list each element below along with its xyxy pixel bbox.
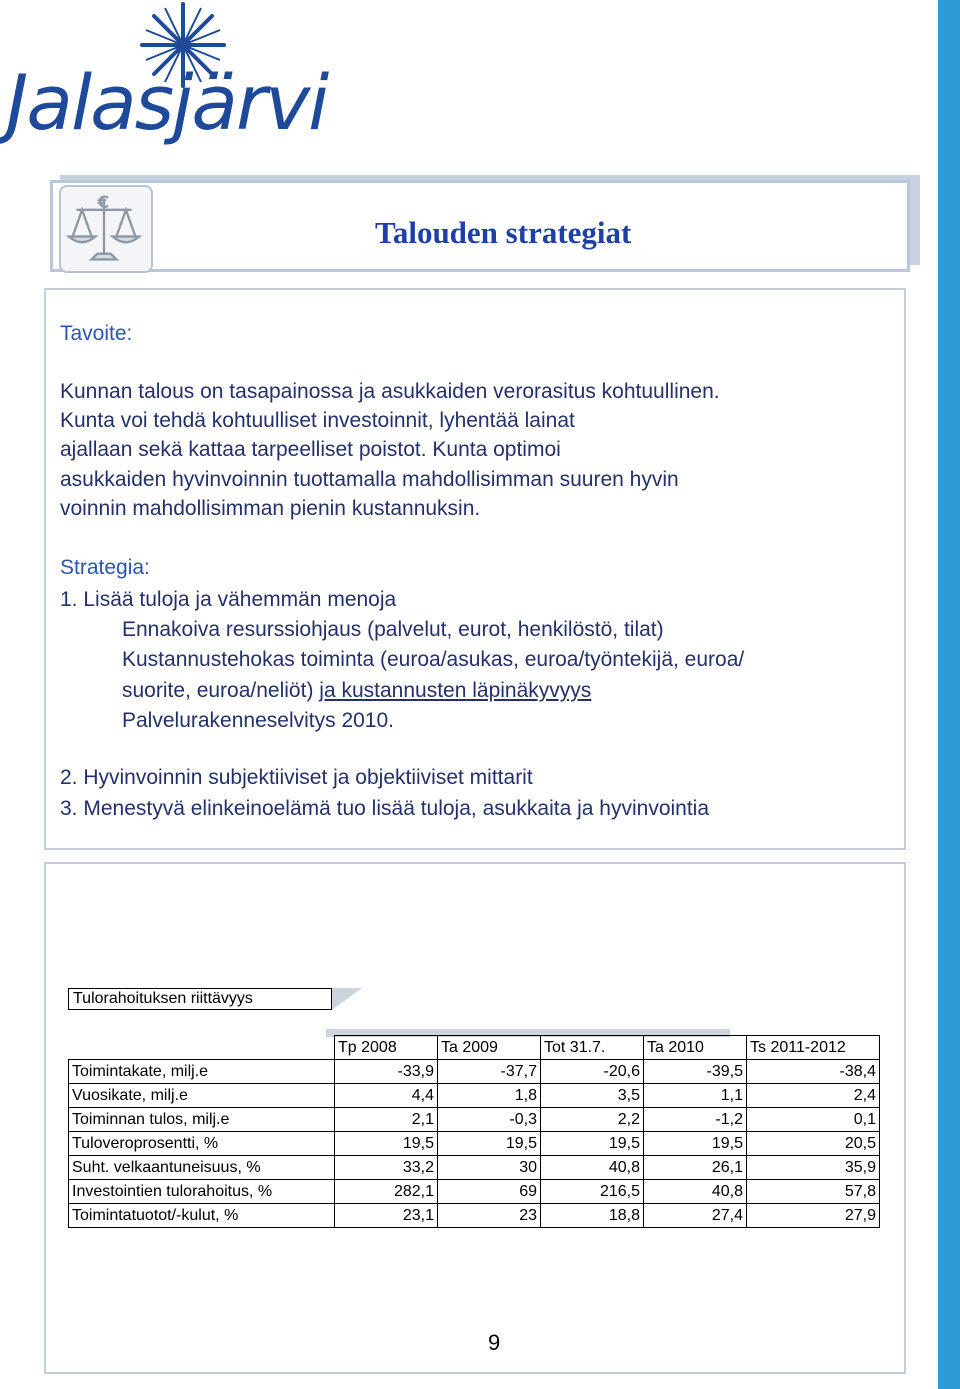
table-header-row [69,1036,880,1060]
value-cell: -0,3 [438,1108,541,1132]
table-row [69,1156,880,1180]
header-cell: Tp 2008 [335,1036,438,1060]
table-row [69,1180,880,1204]
value-cell: 23,1 [335,1204,438,1228]
value-cell: -37,7 [438,1060,541,1084]
value-cell: 33,2 [335,1156,438,1180]
value-cell: 19,5 [438,1132,541,1156]
table-row [69,1108,880,1132]
value-cell: 19,5 [644,1132,747,1156]
title-banner [50,180,910,272]
value-cell: -1,2 [644,1108,747,1132]
page-number: 9 [488,1330,501,1355]
row-label-cell: Suht. velkaantuneisuus, % [69,1156,335,1180]
header-cell [69,1036,335,1060]
strategy-item-1: 1. Lisää tuloja ja vähemmän menoja [60,588,397,611]
value-cell: 1,8 [438,1084,541,1108]
strategy-item-3: 3. Menestyvä elinkeinoelämä tuo lisää tuloja, asukkaita ja hyvinvointia [60,797,710,820]
right-accent-bar [938,0,960,1389]
table-title: Tulorahoituksen riittävyys [68,988,332,1010]
value-cell: -20,6 [541,1060,644,1084]
value-cell: 57,8 [747,1180,880,1204]
row-label-cell: Toimintakate, milj.e [69,1060,335,1084]
value-cell: 27,4 [644,1204,747,1228]
goal-line: asukkaiden hyvinvoinnin tuottamalla mahdollisimman suuren hyvin [60,468,679,491]
strategy-subitem-underlined: ja kustannusten läpinäkyvyys [319,679,592,702]
svg-text:€: € [97,192,110,213]
row-label-cell: Vuosikate, milj.e [69,1084,335,1108]
value-cell: 19,5 [541,1132,644,1156]
table-row [69,1132,880,1156]
value-cell: 19,5 [335,1132,438,1156]
header-cell: Tot 31.7. [541,1036,644,1060]
strategy-subitem [122,679,591,703]
value-cell: -38,4 [747,1060,880,1084]
value-cell: 30 [438,1156,541,1180]
strategy-heading: Strategia: [60,556,150,579]
scales-euro-icon [59,185,153,273]
jalasjarvi-logo [0,0,328,170]
value-cell: 23 [438,1204,541,1228]
row-label-cell: Toimintatuotot/-kulut, % [69,1204,335,1228]
header-cell: Ta 2009 [438,1036,541,1060]
goal-heading: Tavoite: [60,322,133,345]
goal-line: Kunnan talous on tasapainossa ja asukkaiden verorasitus kohtuullinen. [60,380,720,403]
value-cell: 18,8 [541,1204,644,1228]
value-cell: 40,8 [541,1156,644,1180]
value-cell: 282,1 [335,1180,438,1204]
value-cell: -33,9 [335,1060,438,1084]
value-cell: 20,5 [747,1132,880,1156]
strategy-subitem: Kustannustehokas toiminta (euroa/asukas, euroa/työntekijä, euroa/ [122,648,745,671]
goal-line: ajallaan sekä kattaa tarpeelliset poistot. Kunta optimoi [60,438,561,461]
value-cell: 1,1 [644,1084,747,1108]
strategy-item-2: 2. Hyvinvoinnin subjektiiviset ja objektiiviset mittarit [60,766,533,789]
value-cell: 3,5 [541,1084,644,1108]
value-cell: 35,9 [747,1156,880,1180]
row-label-cell: Toiminnan tulos, milj.e [69,1108,335,1132]
row-label-cell: Tuloveroprosentti, % [69,1132,335,1156]
value-cell: 216,5 [541,1180,644,1204]
value-cell: 40,8 [644,1180,747,1204]
goal-line: Kunta voi tehdä kohtuulliset investoinnit, lyhentää lainat [60,409,575,432]
table-row [69,1060,880,1084]
page-title: Talouden strategiat [375,215,632,250]
table-row [69,1204,880,1228]
goal-line: voinnin mahdollisimman pienin kustannuksin. [60,497,481,520]
value-cell: 0,1 [747,1108,880,1132]
value-cell: 69 [438,1180,541,1204]
financing-table-box [44,862,906,1374]
value-cell: 26,1 [644,1156,747,1180]
header-cell: Ta 2010 [644,1036,747,1060]
strategy-subitem-text: suorite, euroa/neliöt) [122,679,320,702]
value-cell: 4,4 [335,1084,438,1108]
logo-wordmark: Jalasjärvi [6,58,328,147]
value-cell: -39,5 [644,1060,747,1084]
strategy-subitem: Ennakoiva resurssiohjaus (palvelut, eurot, henkilöstö, tilat) [122,618,664,641]
table-row [69,1084,880,1108]
value-cell: 2,2 [541,1108,644,1132]
value-cell: 2,1 [335,1108,438,1132]
value-cell: 2,4 [747,1084,880,1108]
financing-table [68,1035,880,1228]
value-cell: 27,9 [747,1204,880,1228]
strategy-box [44,288,906,850]
header-cell: Ts 2011-2012 [747,1036,880,1060]
title-shadow-decoration [332,988,362,1010]
strategy-subitem: Palvelurakenneselvitys 2010. [122,709,394,732]
row-label-cell: Investointien tulorahoitus, % [69,1180,335,1204]
